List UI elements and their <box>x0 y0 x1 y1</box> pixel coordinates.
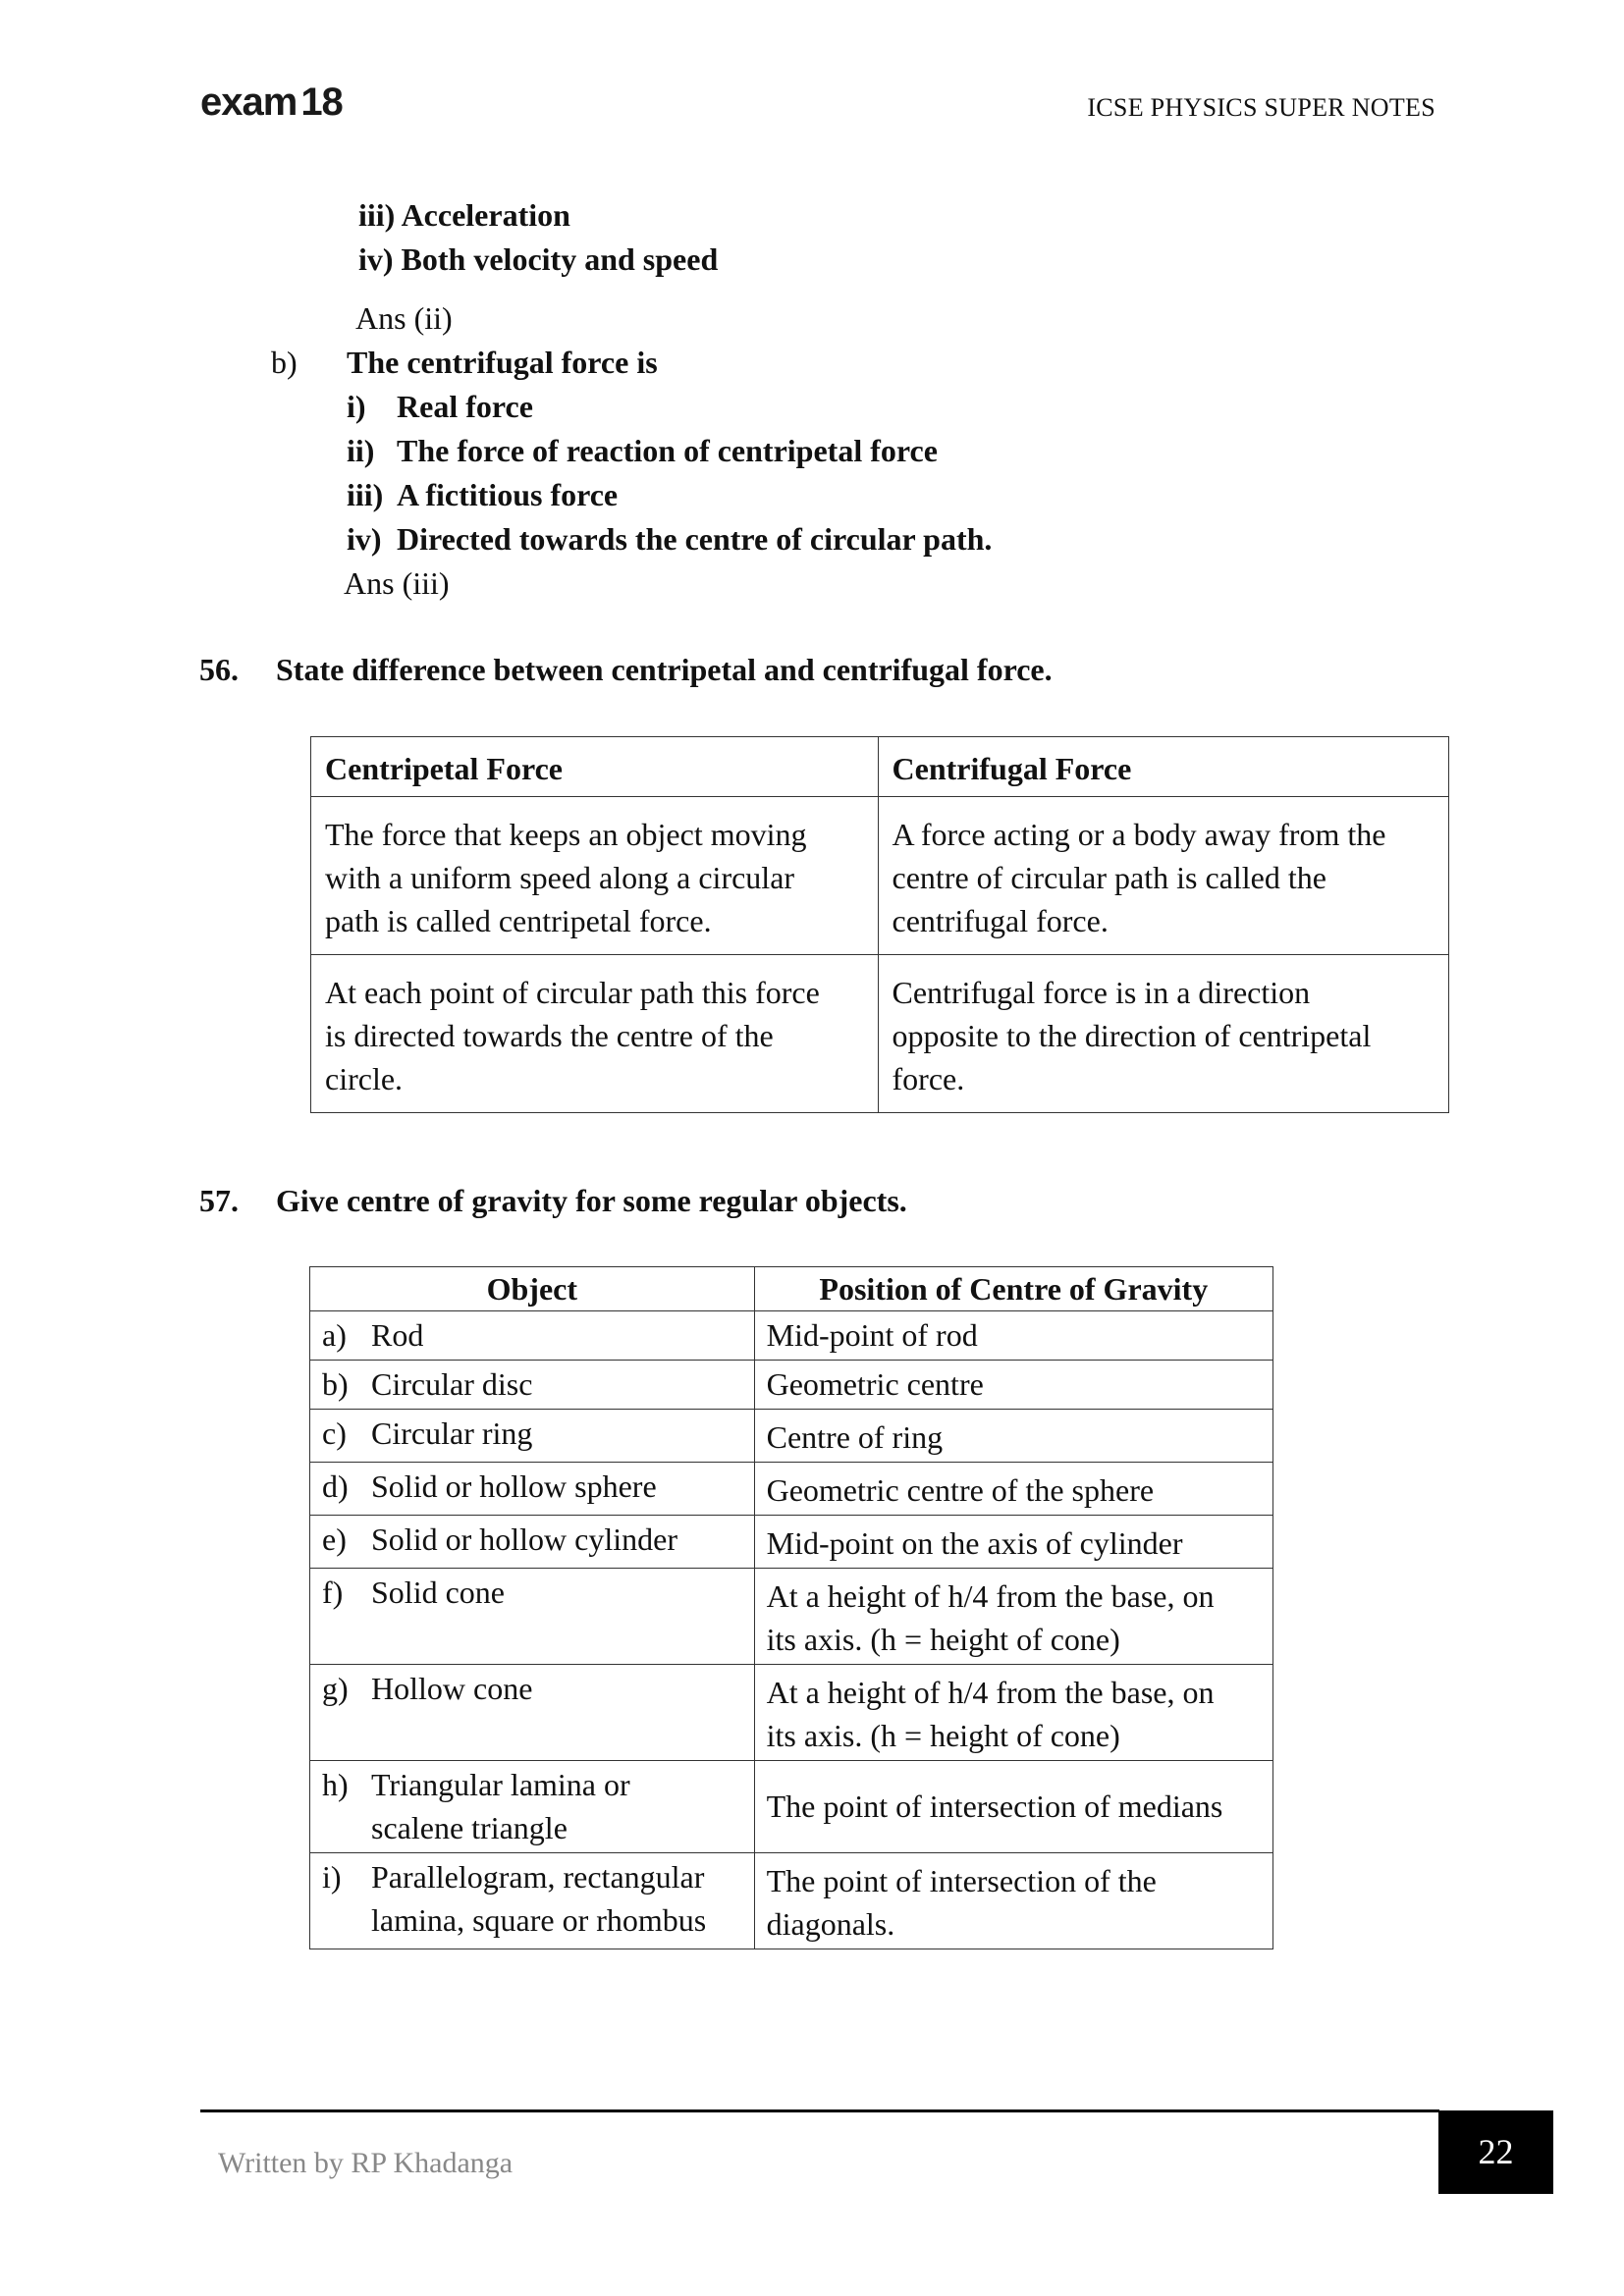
option-a-iv <box>358 241 718 278</box>
position-line: diagonals. <box>766 1906 895 1942</box>
position-line: Centre of ring <box>766 1419 944 1455</box>
question-56-number: 56. <box>199 652 239 687</box>
cell-line: circle. <box>325 1061 404 1096</box>
option-text: Real force <box>397 389 533 424</box>
answer-b: Ans (iii) <box>344 565 450 601</box>
position-line: its axis. (h = height of cone) <box>766 1622 1120 1657</box>
row-label: a) <box>322 1317 347 1353</box>
cell-line: with a uniform speed along a circular <box>325 860 795 895</box>
cell-line: centrifugal force. <box>892 903 1109 938</box>
table-cell <box>878 797 1449 955</box>
option-text: Directed towards the centre of circular path. <box>397 521 993 557</box>
table-row <box>310 1665 1273 1761</box>
row-label: i) <box>322 1859 342 1895</box>
table-header-row <box>311 737 1449 797</box>
table-row <box>310 1761 1273 1853</box>
table-cell <box>311 797 879 955</box>
object-line: Triangular lamina or <box>371 1767 630 1802</box>
object-line: Solid or hollow sphere <box>371 1468 657 1504</box>
option-number: iv) <box>347 521 382 557</box>
object-cell <box>310 1516 755 1569</box>
option-b-iii <box>347 477 618 513</box>
position-cell <box>754 1853 1272 1949</box>
position-line: The point of intersection of medians <box>766 1789 1223 1824</box>
row-label: b) <box>322 1366 349 1402</box>
position-line: Geometric centre <box>766 1366 984 1402</box>
exam18-logo <box>200 80 343 125</box>
position-line: At a height of h/4 from the base, on <box>766 1578 1215 1614</box>
position-line: Geometric centre of the sphere <box>766 1472 1155 1508</box>
table-row <box>310 1463 1273 1516</box>
header-centripetal: Centripetal Force <box>311 737 879 797</box>
object-cell <box>310 1410 755 1463</box>
table-cell <box>311 955 879 1113</box>
question-57-text: Give centre of gravity for some regular objects. <box>276 1183 907 1218</box>
row-label: d) <box>322 1468 349 1504</box>
position-cell <box>754 1361 1272 1410</box>
object-cell <box>310 1853 755 1949</box>
position-line: Mid-point of rod <box>766 1317 978 1353</box>
table-row <box>310 1853 1273 1949</box>
object-line: Parallelogram, rectangular <box>371 1859 705 1895</box>
question-56-text: State difference between centripetal and centrifugal force. <box>276 652 1053 687</box>
position-cell <box>754 1311 1272 1361</box>
position-line: The point of intersection of the <box>766 1863 1157 1898</box>
row-label: g) <box>322 1671 349 1706</box>
object-line: scalene triangle <box>371 1810 568 1845</box>
cell-line: is directed towards the centre of the <box>325 1018 774 1053</box>
cell-line: Centrifugal force is in a direction <box>892 975 1311 1010</box>
option-text: Acceleration <box>401 197 570 233</box>
object-line: Circular ring <box>371 1415 533 1451</box>
object-line: Circular disc <box>371 1366 533 1402</box>
table-row <box>310 1410 1273 1463</box>
footer-divider <box>200 2109 1439 2112</box>
cell-line: centre of circular path is called the <box>892 860 1326 895</box>
cell-line: At each point of circular path this force <box>325 975 820 1010</box>
header-position: Position of Centre of Gravity <box>754 1267 1272 1311</box>
object-line: Solid or hollow cylinder <box>371 1522 677 1557</box>
cell-line: path is called centripetal force. <box>325 903 712 938</box>
object-cell <box>310 1463 755 1516</box>
option-a-iii <box>358 197 570 234</box>
header-object: Object <box>310 1267 755 1311</box>
table-header-row <box>310 1267 1273 1311</box>
position-line: its axis. (h = height of cone) <box>766 1718 1120 1753</box>
cell-line: opposite to the direction of centripetal <box>892 1018 1372 1053</box>
page-number: 22 <box>1438 2110 1553 2194</box>
table-cell <box>878 955 1449 1113</box>
header-title: ICSE PHYSICS SUPER NOTES <box>1087 93 1435 122</box>
centre-of-gravity-table <box>309 1266 1273 1949</box>
option-b-i <box>347 389 533 425</box>
object-cell <box>310 1761 755 1853</box>
row-label: c) <box>322 1415 347 1451</box>
option-text: A fictitious force <box>397 477 619 512</box>
subquestion-b-text: The centrifugal force is <box>347 345 658 380</box>
table-row <box>311 955 1449 1113</box>
position-cell <box>754 1761 1272 1853</box>
table-row <box>310 1516 1273 1569</box>
answer-a: Ans (ii) <box>355 300 453 336</box>
option-text: The force of reaction of centripetal force <box>397 433 938 468</box>
position-cell <box>754 1665 1272 1761</box>
option-number: i) <box>347 389 366 424</box>
position-cell <box>754 1410 1272 1463</box>
object-cell <box>310 1569 755 1665</box>
position-line: At a height of h/4 from the base, on <box>766 1675 1215 1710</box>
option-number: iii) <box>358 197 396 233</box>
object-cell <box>310 1665 755 1761</box>
object-line: Hollow cone <box>371 1671 533 1706</box>
option-text: Both velocity and speed <box>401 241 719 277</box>
option-number: ii) <box>347 433 375 468</box>
logo-text: exam <box>200 80 298 124</box>
table-row <box>310 1361 1273 1410</box>
table-row <box>310 1311 1273 1361</box>
cell-line: A force acting or a body away from the <box>892 817 1386 852</box>
cell-line: The force that keeps an object moving <box>325 817 807 852</box>
row-label: f) <box>322 1575 344 1610</box>
logo-mark: 18 <box>300 80 343 124</box>
option-number: iv) <box>358 241 394 277</box>
row-label: h) <box>322 1767 349 1802</box>
object-cell <box>310 1361 755 1410</box>
option-number: iii) <box>347 477 384 512</box>
header-centrifugal: Centrifugal Force <box>878 737 1449 797</box>
position-cell <box>754 1463 1272 1516</box>
object-line: Rod <box>371 1317 424 1353</box>
table-row <box>311 797 1449 955</box>
cell-line: force. <box>892 1061 965 1096</box>
footer-author: Written by RP Khadanga <box>218 2147 514 2179</box>
row-label: e) <box>322 1522 347 1557</box>
option-b-iv <box>347 521 992 558</box>
subquestion-b-label: b) <box>271 345 298 380</box>
position-cell <box>754 1516 1272 1569</box>
question-57-number: 57. <box>199 1183 239 1218</box>
centripetal-centrifugal-table <box>310 736 1449 1113</box>
table-row <box>310 1569 1273 1665</box>
option-b-ii <box>347 433 938 469</box>
object-line: lamina, square or rhombus <box>371 1902 707 1938</box>
position-line: Mid-point on the axis of cylinder <box>766 1525 1183 1561</box>
object-cell <box>310 1311 755 1361</box>
position-cell <box>754 1569 1272 1665</box>
object-line: Solid cone <box>371 1575 505 1610</box>
